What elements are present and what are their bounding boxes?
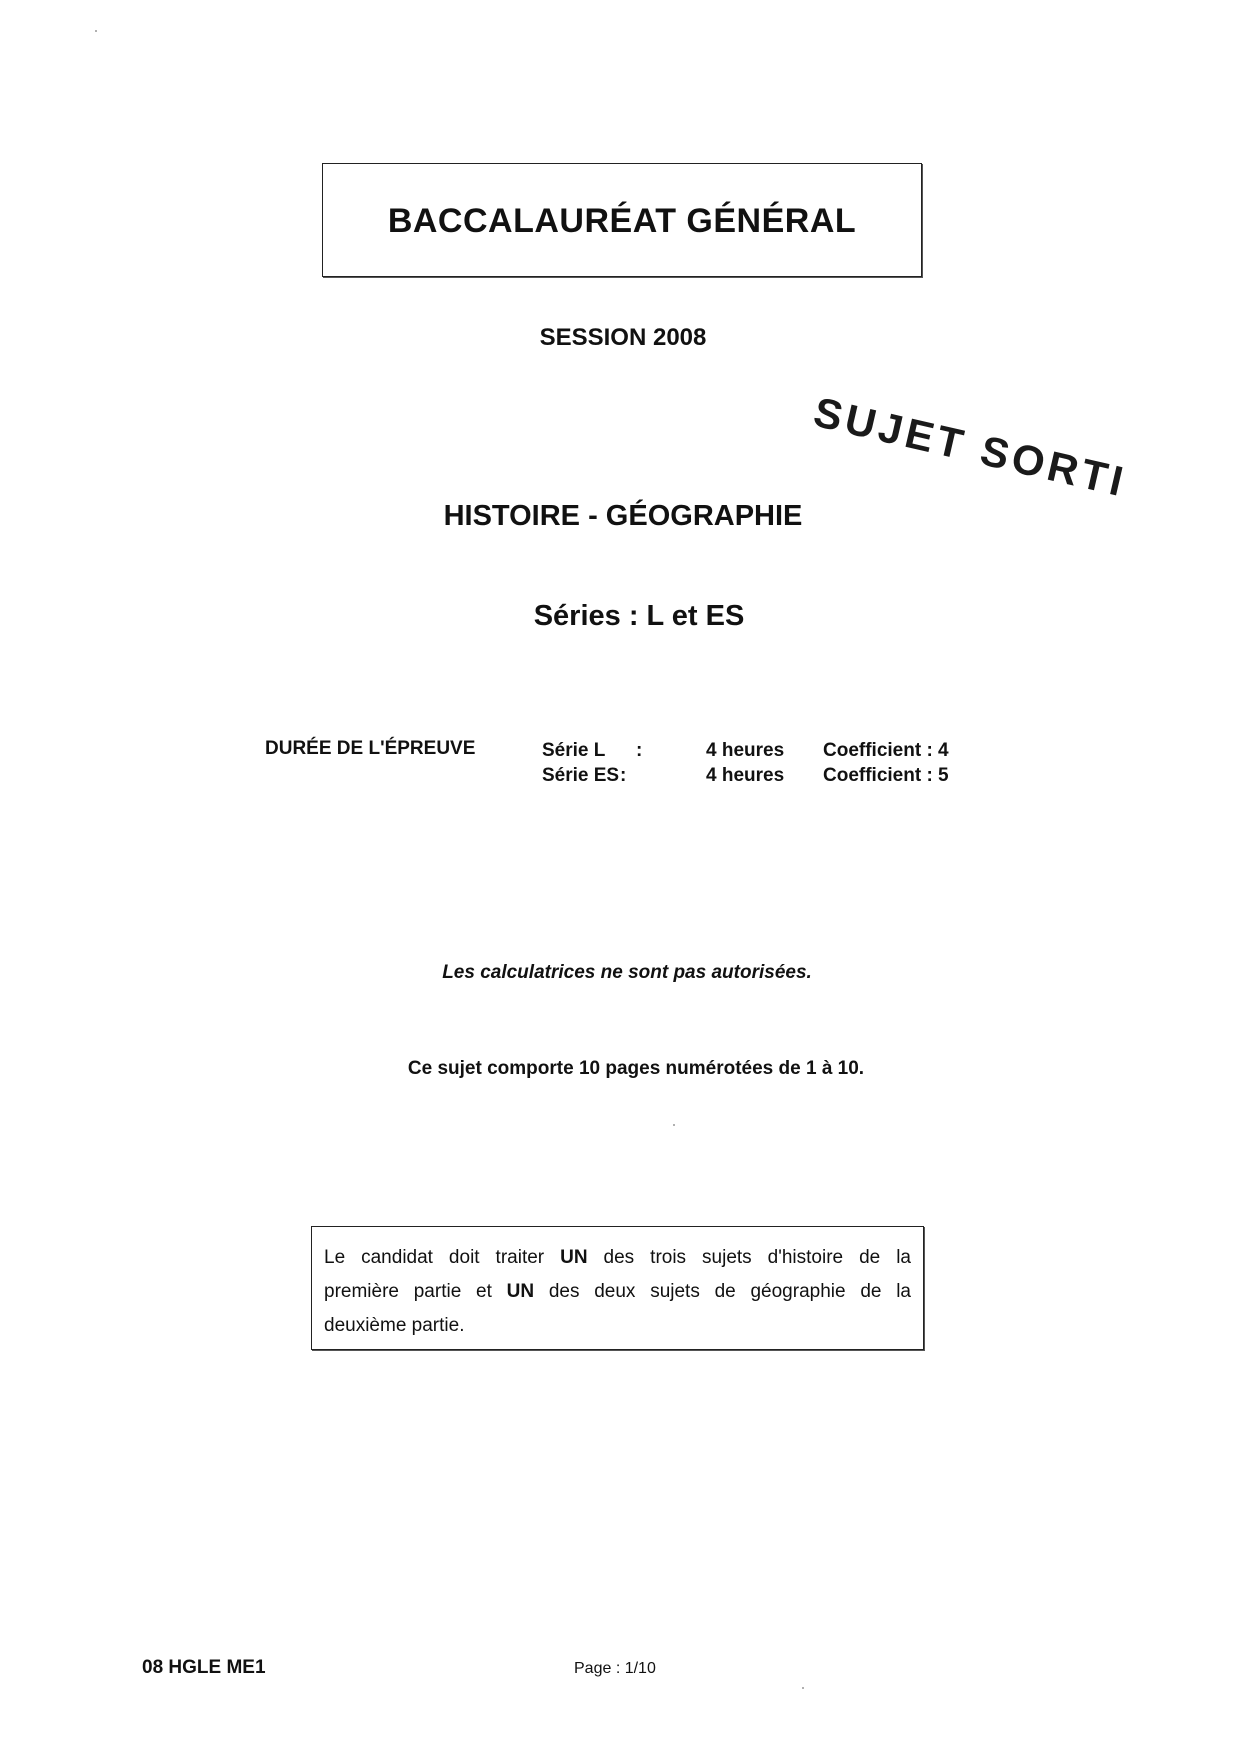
duration-row-coefficient: Coefficient : 4 xyxy=(823,740,949,761)
instructions-text: des deux sujets de géographie de la xyxy=(534,1281,911,1302)
exam-title: BACCALAURÉAT GÉNÉRAL xyxy=(387,202,857,240)
session-line xyxy=(0,324,1240,352)
series-text: Séries : L et ES xyxy=(533,600,745,632)
sujet-sorti-stamp: SUJET SORTI xyxy=(809,388,1132,506)
duration-row-hours: 4 heures xyxy=(706,740,785,761)
duration-row-coefficient: Coefficient : 5 xyxy=(823,765,949,786)
duration-row-colon: : xyxy=(620,765,627,786)
scan-speck xyxy=(95,30,97,32)
calculator-notice xyxy=(0,962,1240,984)
title-box xyxy=(322,163,922,277)
instructions-text: première partie et xyxy=(324,1281,507,1302)
instructions-box xyxy=(311,1226,924,1350)
duration-row-hours: 4 heures xyxy=(706,765,785,786)
duration-row-colon: : xyxy=(636,740,643,761)
instructions-text: des trois sujets d'histoire de la xyxy=(587,1247,911,1268)
exam-code: 08 HGLE ME1 xyxy=(142,1657,266,1678)
scan-speck xyxy=(673,1124,675,1126)
instructions-line: deuxième partie. xyxy=(324,1315,465,1336)
duration-row-serie: Série ES xyxy=(542,765,620,786)
subject-line xyxy=(0,500,1240,533)
page-count-notice xyxy=(0,1058,1240,1080)
page-number: Page : 1/10 xyxy=(574,1660,656,1677)
instructions-line xyxy=(324,1241,911,1275)
subject-text: HISTOIRE - GÉOGRAPHIE xyxy=(443,500,803,532)
duration-label: DURÉE DE L'ÉPREUVE xyxy=(265,738,476,759)
series-line xyxy=(0,600,1240,633)
calculator-notice-text: Les calculatrices ne sont pas autorisées. xyxy=(442,962,812,983)
instructions-line xyxy=(324,1275,911,1309)
instructions-emphasis: UN xyxy=(560,1247,588,1268)
instructions-emphasis: UN xyxy=(506,1281,535,1302)
session-text: SESSION 2008 xyxy=(539,324,707,351)
scan-speck xyxy=(802,1687,804,1689)
duration-row-serie: Série L xyxy=(542,740,606,761)
page-count-text: Ce sujet comporte 10 pages numérotées de 1 à 10. xyxy=(407,1058,865,1079)
instructions-text: Le candidat doit traiter xyxy=(324,1247,561,1268)
